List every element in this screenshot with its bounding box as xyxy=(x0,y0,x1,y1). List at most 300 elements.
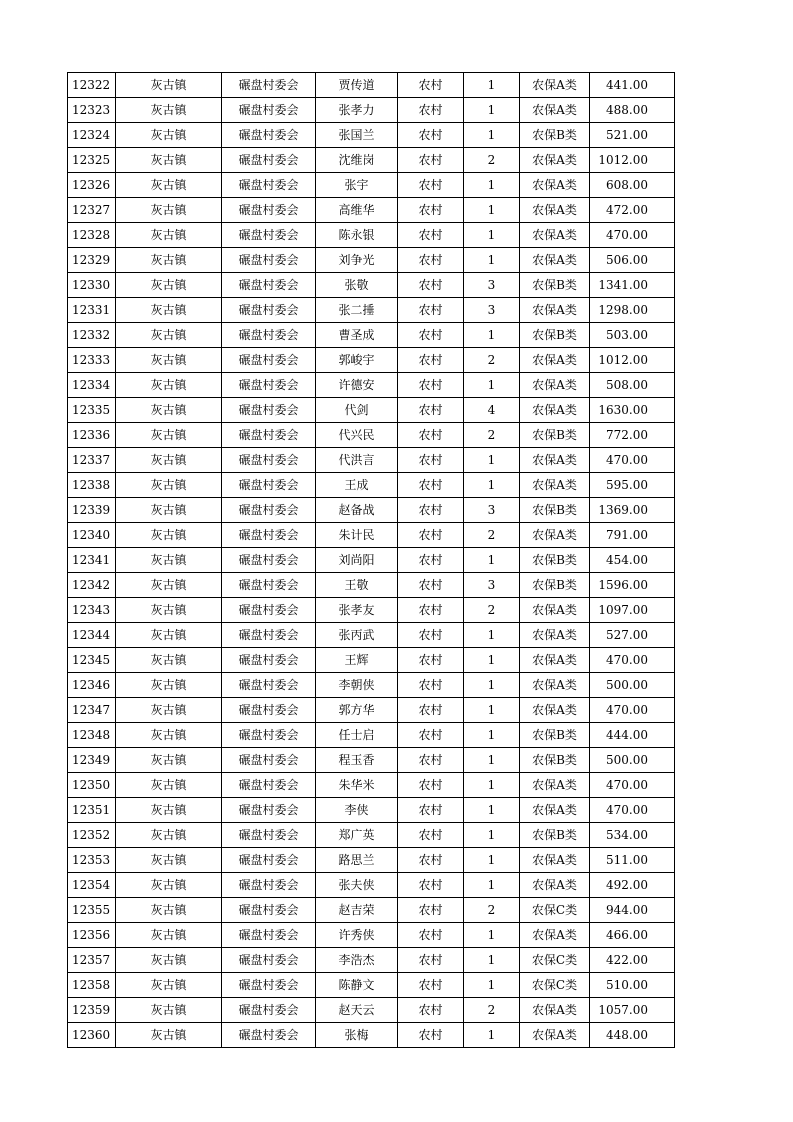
insurance-class-cell: 农保C类 xyxy=(520,898,590,923)
area-type-cell: 农村 xyxy=(398,998,464,1023)
insurance-class-cell: 农保A类 xyxy=(520,348,590,373)
record-id-cell: 12346 xyxy=(68,673,116,698)
village-committee-cell: 碾盘村委会 xyxy=(222,723,316,748)
insurance-class-cell: 农保B类 xyxy=(520,423,590,448)
area-type-cell: 农村 xyxy=(398,423,464,448)
household-size-cell: 1 xyxy=(464,848,520,873)
record-id-cell: 12338 xyxy=(68,473,116,498)
household-size-cell: 1 xyxy=(464,748,520,773)
area-type-cell: 农村 xyxy=(398,248,464,273)
insurance-class-cell: 农保A类 xyxy=(520,223,590,248)
insurance-class-cell: 农保A类 xyxy=(520,298,590,323)
town-cell: 灰古镇 xyxy=(116,348,222,373)
name-cell: 代洪言 xyxy=(316,448,398,473)
amount-cell: 441.00 xyxy=(590,73,675,98)
area-type-cell: 农村 xyxy=(398,448,464,473)
amount-cell: 448.00 xyxy=(590,1023,675,1048)
insurance-class-cell: 农保A类 xyxy=(520,173,590,198)
insurance-class-cell: 农保A类 xyxy=(520,773,590,798)
table-row xyxy=(68,173,675,198)
name-cell: 贾传道 xyxy=(316,73,398,98)
town-cell: 灰古镇 xyxy=(116,323,222,348)
area-type-cell: 农村 xyxy=(398,223,464,248)
record-id-cell: 12333 xyxy=(68,348,116,373)
table-row xyxy=(68,473,675,498)
record-id-cell: 12349 xyxy=(68,748,116,773)
household-size-cell: 3 xyxy=(464,498,520,523)
household-size-cell: 1 xyxy=(464,248,520,273)
village-committee-cell: 碾盘村委会 xyxy=(222,98,316,123)
record-id-cell: 12354 xyxy=(68,873,116,898)
area-type-cell: 农村 xyxy=(398,648,464,673)
area-type-cell: 农村 xyxy=(398,548,464,573)
insurance-class-cell: 农保A类 xyxy=(520,448,590,473)
household-size-cell: 1 xyxy=(464,923,520,948)
household-size-cell: 2 xyxy=(464,998,520,1023)
area-type-cell: 农村 xyxy=(398,623,464,648)
household-size-cell: 2 xyxy=(464,148,520,173)
table-row xyxy=(68,948,675,973)
table-row xyxy=(68,798,675,823)
village-committee-cell: 碾盘村委会 xyxy=(222,873,316,898)
household-size-cell: 1 xyxy=(464,798,520,823)
record-id-cell: 12357 xyxy=(68,948,116,973)
insurance-class-cell: 农保B类 xyxy=(520,548,590,573)
amount-cell: 500.00 xyxy=(590,748,675,773)
area-type-cell: 农村 xyxy=(398,73,464,98)
village-committee-cell: 碾盘村委会 xyxy=(222,923,316,948)
record-id-cell: 12341 xyxy=(68,548,116,573)
amount-cell: 470.00 xyxy=(590,773,675,798)
insurance-class-cell: 农保A类 xyxy=(520,398,590,423)
area-type-cell: 农村 xyxy=(398,348,464,373)
amount-cell: 1341.00 xyxy=(590,273,675,298)
record-id-cell: 12332 xyxy=(68,323,116,348)
name-cell: 代兴民 xyxy=(316,423,398,448)
amount-cell: 511.00 xyxy=(590,848,675,873)
record-id-cell: 12335 xyxy=(68,398,116,423)
record-id-cell: 12334 xyxy=(68,373,116,398)
village-committee-cell: 碾盘村委会 xyxy=(222,648,316,673)
village-committee-cell: 碾盘村委会 xyxy=(222,398,316,423)
name-cell: 高维华 xyxy=(316,198,398,223)
area-type-cell: 农村 xyxy=(398,748,464,773)
town-cell: 灰古镇 xyxy=(116,923,222,948)
town-cell: 灰古镇 xyxy=(116,73,222,98)
town-cell: 灰古镇 xyxy=(116,723,222,748)
amount-cell: 1596.00 xyxy=(590,573,675,598)
table-row xyxy=(68,123,675,148)
area-type-cell: 农村 xyxy=(398,173,464,198)
name-cell: 张宇 xyxy=(316,173,398,198)
data-table-container xyxy=(67,72,674,1048)
insurance-class-cell: 农保A类 xyxy=(520,873,590,898)
amount-cell: 508.00 xyxy=(590,373,675,398)
insurance-class-cell: 农保A类 xyxy=(520,198,590,223)
record-id-cell: 12355 xyxy=(68,898,116,923)
table-row xyxy=(68,923,675,948)
name-cell: 张二捶 xyxy=(316,298,398,323)
amount-cell: 470.00 xyxy=(590,648,675,673)
record-id-cell: 12360 xyxy=(68,1023,116,1048)
town-cell: 灰古镇 xyxy=(116,498,222,523)
town-cell: 灰古镇 xyxy=(116,123,222,148)
table-row xyxy=(68,523,675,548)
table-row xyxy=(68,398,675,423)
town-cell: 灰古镇 xyxy=(116,648,222,673)
village-committee-cell: 碾盘村委会 xyxy=(222,848,316,873)
village-committee-cell: 碾盘村委会 xyxy=(222,298,316,323)
benefit-roster-table xyxy=(67,72,675,1048)
household-size-cell: 1 xyxy=(464,698,520,723)
insurance-class-cell: 农保A类 xyxy=(520,473,590,498)
table-row xyxy=(68,573,675,598)
record-id-cell: 12348 xyxy=(68,723,116,748)
area-type-cell: 农村 xyxy=(398,598,464,623)
household-size-cell: 1 xyxy=(464,173,520,198)
household-size-cell: 1 xyxy=(464,773,520,798)
table-row xyxy=(68,323,675,348)
record-id-cell: 12323 xyxy=(68,98,116,123)
area-type-cell: 农村 xyxy=(398,573,464,598)
town-cell: 灰古镇 xyxy=(116,998,222,1023)
name-cell: 路思兰 xyxy=(316,848,398,873)
village-committee-cell: 碾盘村委会 xyxy=(222,673,316,698)
town-cell: 灰古镇 xyxy=(116,598,222,623)
household-size-cell: 1 xyxy=(464,73,520,98)
table-row xyxy=(68,548,675,573)
area-type-cell: 农村 xyxy=(398,923,464,948)
name-cell: 刘争光 xyxy=(316,248,398,273)
village-committee-cell: 碾盘村委会 xyxy=(222,248,316,273)
village-committee-cell: 碾盘村委会 xyxy=(222,473,316,498)
record-id-cell: 12339 xyxy=(68,498,116,523)
record-id-cell: 12327 xyxy=(68,198,116,223)
table-row xyxy=(68,748,675,773)
amount-cell: 506.00 xyxy=(590,248,675,273)
name-cell: 李侠 xyxy=(316,798,398,823)
table-row xyxy=(68,298,675,323)
town-cell: 灰古镇 xyxy=(116,398,222,423)
town-cell: 灰古镇 xyxy=(116,473,222,498)
amount-cell: 492.00 xyxy=(590,873,675,898)
table-row xyxy=(68,373,675,398)
village-committee-cell: 碾盘村委会 xyxy=(222,148,316,173)
area-type-cell: 农村 xyxy=(398,948,464,973)
town-cell: 灰古镇 xyxy=(116,623,222,648)
insurance-class-cell: 农保A类 xyxy=(520,1023,590,1048)
household-size-cell: 2 xyxy=(464,423,520,448)
town-cell: 灰古镇 xyxy=(116,898,222,923)
amount-cell: 1012.00 xyxy=(590,348,675,373)
household-size-cell: 2 xyxy=(464,523,520,548)
table-row xyxy=(68,248,675,273)
table-row xyxy=(68,998,675,1023)
town-cell: 灰古镇 xyxy=(116,573,222,598)
name-cell: 张敬 xyxy=(316,273,398,298)
table-row xyxy=(68,98,675,123)
record-id-cell: 12336 xyxy=(68,423,116,448)
insurance-class-cell: 农保A类 xyxy=(520,923,590,948)
area-type-cell: 农村 xyxy=(398,98,464,123)
table-row xyxy=(68,648,675,673)
amount-cell: 472.00 xyxy=(590,198,675,223)
amount-cell: 500.00 xyxy=(590,673,675,698)
household-size-cell: 1 xyxy=(464,1023,520,1048)
amount-cell: 1097.00 xyxy=(590,598,675,623)
table-row xyxy=(68,873,675,898)
record-id-cell: 12322 xyxy=(68,73,116,98)
town-cell: 灰古镇 xyxy=(116,148,222,173)
amount-cell: 470.00 xyxy=(590,223,675,248)
village-committee-cell: 碾盘村委会 xyxy=(222,498,316,523)
village-committee-cell: 碾盘村委会 xyxy=(222,173,316,198)
area-type-cell: 农村 xyxy=(398,148,464,173)
town-cell: 灰古镇 xyxy=(116,548,222,573)
name-cell: 郭峻宇 xyxy=(316,348,398,373)
name-cell: 张孝力 xyxy=(316,98,398,123)
household-size-cell: 1 xyxy=(464,723,520,748)
village-committee-cell: 碾盘村委会 xyxy=(222,73,316,98)
table-row xyxy=(68,148,675,173)
name-cell: 朱计民 xyxy=(316,523,398,548)
table-row xyxy=(68,623,675,648)
household-size-cell: 1 xyxy=(464,198,520,223)
area-type-cell: 农村 xyxy=(398,198,464,223)
insurance-class-cell: 农保A类 xyxy=(520,623,590,648)
household-size-cell: 1 xyxy=(464,823,520,848)
name-cell: 李朝侠 xyxy=(316,673,398,698)
town-cell: 灰古镇 xyxy=(116,698,222,723)
village-committee-cell: 碾盘村委会 xyxy=(222,373,316,398)
record-id-cell: 12350 xyxy=(68,773,116,798)
table-row xyxy=(68,673,675,698)
area-type-cell: 农村 xyxy=(398,498,464,523)
insurance-class-cell: 农保A类 xyxy=(520,373,590,398)
amount-cell: 470.00 xyxy=(590,698,675,723)
table-row xyxy=(68,273,675,298)
amount-cell: 488.00 xyxy=(590,98,675,123)
table-row xyxy=(68,1023,675,1048)
area-type-cell: 农村 xyxy=(398,798,464,823)
insurance-class-cell: 农保A类 xyxy=(520,848,590,873)
name-cell: 沈维岗 xyxy=(316,148,398,173)
area-type-cell: 农村 xyxy=(398,473,464,498)
household-size-cell: 1 xyxy=(464,648,520,673)
insurance-class-cell: 农保A类 xyxy=(520,598,590,623)
record-id-cell: 12352 xyxy=(68,823,116,848)
village-committee-cell: 碾盘村委会 xyxy=(222,823,316,848)
amount-cell: 503.00 xyxy=(590,323,675,348)
name-cell: 朱华米 xyxy=(316,773,398,798)
record-id-cell: 12358 xyxy=(68,973,116,998)
name-cell: 王成 xyxy=(316,473,398,498)
household-size-cell: 1 xyxy=(464,223,520,248)
town-cell: 灰古镇 xyxy=(116,1023,222,1048)
amount-cell: 1298.00 xyxy=(590,298,675,323)
village-committee-cell: 碾盘村委会 xyxy=(222,748,316,773)
area-type-cell: 农村 xyxy=(398,973,464,998)
record-id-cell: 12353 xyxy=(68,848,116,873)
record-id-cell: 12329 xyxy=(68,248,116,273)
name-cell: 赵吉荣 xyxy=(316,898,398,923)
town-cell: 灰古镇 xyxy=(116,973,222,998)
town-cell: 灰古镇 xyxy=(116,773,222,798)
household-size-cell: 1 xyxy=(464,473,520,498)
area-type-cell: 农村 xyxy=(398,898,464,923)
village-committee-cell: 碾盘村委会 xyxy=(222,198,316,223)
record-id-cell: 12344 xyxy=(68,623,116,648)
table-row xyxy=(68,848,675,873)
insurance-class-cell: 农保B类 xyxy=(520,498,590,523)
village-committee-cell: 碾盘村委会 xyxy=(222,523,316,548)
amount-cell: 527.00 xyxy=(590,623,675,648)
record-id-cell: 12324 xyxy=(68,123,116,148)
village-committee-cell: 碾盘村委会 xyxy=(222,323,316,348)
name-cell: 赵备战 xyxy=(316,498,398,523)
name-cell: 陈静文 xyxy=(316,973,398,998)
town-cell: 灰古镇 xyxy=(116,823,222,848)
record-id-cell: 12342 xyxy=(68,573,116,598)
name-cell: 郑广英 xyxy=(316,823,398,848)
name-cell: 李浩杰 xyxy=(316,948,398,973)
household-size-cell: 1 xyxy=(464,323,520,348)
amount-cell: 534.00 xyxy=(590,823,675,848)
insurance-class-cell: 农保B类 xyxy=(520,273,590,298)
name-cell: 王敬 xyxy=(316,573,398,598)
village-committee-cell: 碾盘村委会 xyxy=(222,698,316,723)
record-id-cell: 12331 xyxy=(68,298,116,323)
town-cell: 灰古镇 xyxy=(116,223,222,248)
area-type-cell: 农村 xyxy=(398,723,464,748)
record-id-cell: 12330 xyxy=(68,273,116,298)
amount-cell: 510.00 xyxy=(590,973,675,998)
village-committee-cell: 碾盘村委会 xyxy=(222,348,316,373)
table-row xyxy=(68,698,675,723)
table-row xyxy=(68,423,675,448)
record-id-cell: 12337 xyxy=(68,448,116,473)
area-type-cell: 农村 xyxy=(398,823,464,848)
town-cell: 灰古镇 xyxy=(116,748,222,773)
village-committee-cell: 碾盘村委会 xyxy=(222,973,316,998)
name-cell: 王辉 xyxy=(316,648,398,673)
name-cell: 张梅 xyxy=(316,1023,398,1048)
name-cell: 程玉香 xyxy=(316,748,398,773)
area-type-cell: 农村 xyxy=(398,298,464,323)
record-id-cell: 12343 xyxy=(68,598,116,623)
household-size-cell: 1 xyxy=(464,948,520,973)
record-id-cell: 12340 xyxy=(68,523,116,548)
table-body xyxy=(68,73,675,1048)
name-cell: 刘尚阳 xyxy=(316,548,398,573)
village-committee-cell: 碾盘村委会 xyxy=(222,998,316,1023)
town-cell: 灰古镇 xyxy=(116,448,222,473)
amount-cell: 521.00 xyxy=(590,123,675,148)
table-row xyxy=(68,773,675,798)
village-committee-cell: 碾盘村委会 xyxy=(222,123,316,148)
insurance-class-cell: 农保B类 xyxy=(520,573,590,598)
village-committee-cell: 碾盘村委会 xyxy=(222,623,316,648)
town-cell: 灰古镇 xyxy=(116,948,222,973)
name-cell: 代剑 xyxy=(316,398,398,423)
household-size-cell: 3 xyxy=(464,573,520,598)
insurance-class-cell: 农保B类 xyxy=(520,123,590,148)
record-id-cell: 12345 xyxy=(68,648,116,673)
amount-cell: 470.00 xyxy=(590,448,675,473)
household-size-cell: 1 xyxy=(464,548,520,573)
household-size-cell: 2 xyxy=(464,898,520,923)
area-type-cell: 农村 xyxy=(398,873,464,898)
area-type-cell: 农村 xyxy=(398,398,464,423)
household-size-cell: 3 xyxy=(464,273,520,298)
area-type-cell: 农村 xyxy=(398,848,464,873)
household-size-cell: 3 xyxy=(464,298,520,323)
insurance-class-cell: 农保A类 xyxy=(520,648,590,673)
name-cell: 许德安 xyxy=(316,373,398,398)
table-row xyxy=(68,448,675,473)
area-type-cell: 农村 xyxy=(398,673,464,698)
name-cell: 郭方华 xyxy=(316,698,398,723)
insurance-class-cell: 农保B类 xyxy=(520,723,590,748)
village-committee-cell: 碾盘村委会 xyxy=(222,898,316,923)
village-committee-cell: 碾盘村委会 xyxy=(222,573,316,598)
town-cell: 灰古镇 xyxy=(116,848,222,873)
household-size-cell: 1 xyxy=(464,98,520,123)
insurance-class-cell: 农保A类 xyxy=(520,73,590,98)
household-size-cell: 1 xyxy=(464,673,520,698)
record-id-cell: 12325 xyxy=(68,148,116,173)
table-row xyxy=(68,73,675,98)
record-id-cell: 12347 xyxy=(68,698,116,723)
household-size-cell: 1 xyxy=(464,973,520,998)
village-committee-cell: 碾盘村委会 xyxy=(222,273,316,298)
town-cell: 灰古镇 xyxy=(116,423,222,448)
amount-cell: 422.00 xyxy=(590,948,675,973)
household-size-cell: 1 xyxy=(464,123,520,148)
household-size-cell: 1 xyxy=(464,873,520,898)
town-cell: 灰古镇 xyxy=(116,248,222,273)
amount-cell: 772.00 xyxy=(590,423,675,448)
amount-cell: 444.00 xyxy=(590,723,675,748)
name-cell: 张国兰 xyxy=(316,123,398,148)
insurance-class-cell: 农保A类 xyxy=(520,248,590,273)
insurance-class-cell: 农保A类 xyxy=(520,698,590,723)
amount-cell: 595.00 xyxy=(590,473,675,498)
insurance-class-cell: 农保B类 xyxy=(520,748,590,773)
amount-cell: 1012.00 xyxy=(590,148,675,173)
household-size-cell: 2 xyxy=(464,348,520,373)
insurance-class-cell: 农保A类 xyxy=(520,98,590,123)
table-row xyxy=(68,723,675,748)
town-cell: 灰古镇 xyxy=(116,523,222,548)
amount-cell: 1369.00 xyxy=(590,498,675,523)
insurance-class-cell: 农保C类 xyxy=(520,948,590,973)
household-size-cell: 4 xyxy=(464,398,520,423)
table-row xyxy=(68,898,675,923)
record-id-cell: 12356 xyxy=(68,923,116,948)
village-committee-cell: 碾盘村委会 xyxy=(222,948,316,973)
table-row xyxy=(68,348,675,373)
town-cell: 灰古镇 xyxy=(116,98,222,123)
table-row xyxy=(68,973,675,998)
town-cell: 灰古镇 xyxy=(116,373,222,398)
village-committee-cell: 碾盘村委会 xyxy=(222,548,316,573)
amount-cell: 608.00 xyxy=(590,173,675,198)
insurance-class-cell: 农保B类 xyxy=(520,323,590,348)
area-type-cell: 农村 xyxy=(398,323,464,348)
insurance-class-cell: 农保A类 xyxy=(520,523,590,548)
village-committee-cell: 碾盘村委会 xyxy=(222,423,316,448)
